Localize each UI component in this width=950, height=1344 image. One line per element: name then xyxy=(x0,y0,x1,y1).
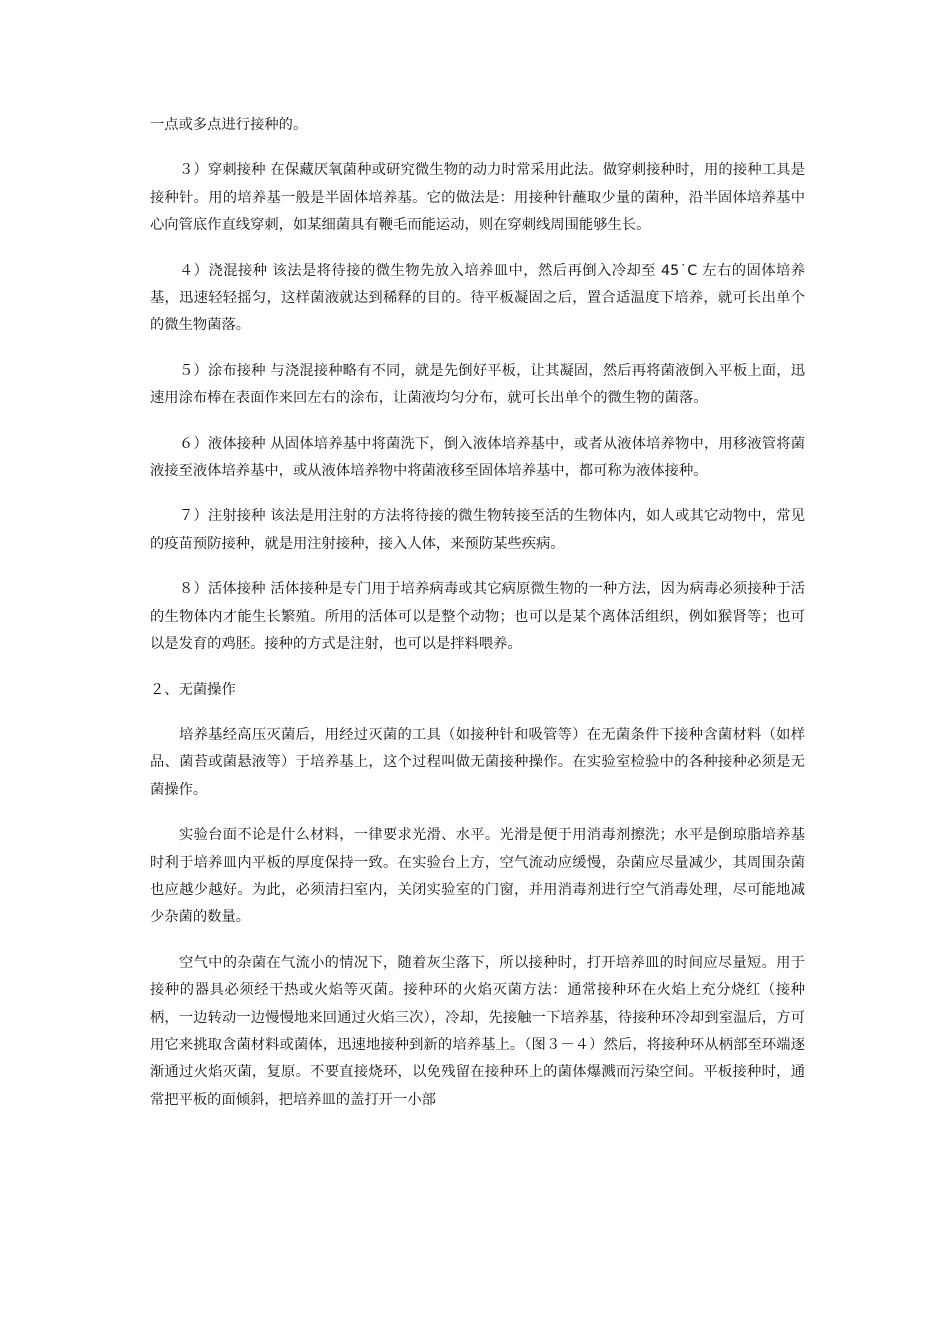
document-page xyxy=(150,112,805,1132)
paragraph-injection-inoculation: ７）注射接种 该法是用注射的方法将待接的微生物转接至活的生物体内，如人或其它动物中，常见的疫苗预防接种，就是用注射接种，接入人体，来预防某些疾病。 xyxy=(150,508,805,552)
paragraph-lab-bench: 实验台面不论是什么材料，一律要求光滑、水平。光滑是便于用消毒剂擦洗；水平是倒琼脂培养基时利于培养皿内平板的厚度保持一致。在实验台上方，空气流动应缓慢，杂菌应尽量减少，其周围杂菌也应越少越好。为此，必须清扫室内，关闭实验室的门窗，并用消毒剂进行空气消毒处理，尽可能地减少杂菌的数量。 xyxy=(150,827,805,926)
paragraph-pour-plate-inoculation: ４）浇混接种 该法是将待接的微生物先放入培养皿中，然后再倒入冷却至 45˙C 左右的固体培养基，迅速轻轻摇匀，这样菌液就达到稀释的目的。待平板凝固之后，置合适温度下培养，就可长出单个的微生物菌落。 xyxy=(150,262,805,334)
paragraph-continuation: 一点或多点进行接种的。 xyxy=(150,117,308,133)
paragraph-live-inoculation: ８）活体接种 活体接种是专门用于培养病毒或其它病原微生物的一种方法，因为病毒必须接种于活的生物体内才能生长繁殖。所用的活体可以是整个动物；也可以是某个离体活组织，例如猴肾等；也可以是发育的鸡胚。接种的方式是注射，也可以是拌料喂养。 xyxy=(150,581,805,653)
paragraph-flame-sterilization: 空气中的杂菌在气流小的情况下，随着灰尘落下，所以接种时，打开培养皿的时间应尽量短。用于接种的器具必须经干热或火焰等灭菌。接种环的火焰灭菌方法：通常接种环在火焰上充分烧红（接种柄，一边转动一边慢慢地来回通过火焰三次），冷却，先接触一下培养基，待接种环冷却到室温后，方可用它来挑取含菌材料或菌体，迅速地接种到新的培养基上。（图３－４）然后，将接种环从柄部至环端逐渐通过火焰灭菌，复原。不要直接烧环，以免残留在接种环上的菌体爆溅而污染空间。平板接种时，通常把平板的面倾斜，把培养皿的盖打开一小部 xyxy=(150,954,805,1108)
paragraph-liquid-inoculation: ６）液体接种 从固体培养基中将菌洗下，倒入液体培养基中，或者从液体培养物中，用移液管将菌液接至液体培养基中，或从液体培养物中将菌液移至固体培养基中，都可称为液体接种。 xyxy=(150,435,805,480)
section-heading-aseptic-operation: ２、无菌操作 xyxy=(150,681,236,698)
paragraph-aseptic-definition: 培养基经高压灭菌后，用经过灭菌的工具（如接种针和吸管等）在无菌条件下接种含菌材料（如样品、菌苔或菌悬液等）于培养基上，这个过程叫做无菌接种操作。在实验室检验中的各种接种必须是无菌操作。 xyxy=(150,726,805,798)
paragraph-spread-inoculation: ５）涂布接种 与浇混接种略有不同，就是先倒好平板，让其凝固，然后再将菌液倒入平板上面，迅速用涂布棒在表面作来回左右的涂布，让菌液均匀分布，就可长出单个的微生物的菌落。 xyxy=(150,362,805,407)
paragraph-stab-inoculation: ３）穿刺接种 在保藏厌氧菌种或研究微生物的动力时常采用此法。做穿刺接种时，用的接种工具是接种针。用的培养基一般是半固体培养基。它的做法是：用接种针蘸取少量的菌种，沿半固体培养基中心向管底作直线穿刺，如某细菌具有鞭毛而能运动，则在穿刺线周围能够生长。 xyxy=(150,162,805,234)
